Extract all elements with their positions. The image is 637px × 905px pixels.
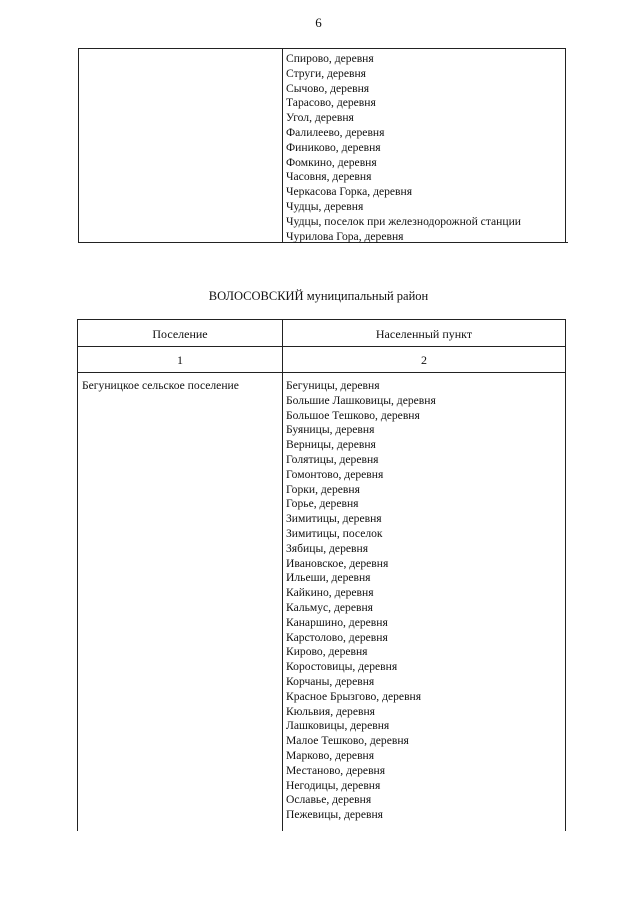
list-item: Тарасово, деревня bbox=[286, 96, 376, 110]
list-item: Кирово, деревня bbox=[286, 645, 368, 659]
list-item: Кюльвия, деревня bbox=[286, 704, 375, 718]
list-item: Горки, деревня bbox=[286, 482, 360, 496]
list-item: Буяницы, деревня bbox=[286, 423, 375, 437]
list-item: Большие Лашковицы, деревня bbox=[286, 393, 436, 407]
list-item: Струги, деревня bbox=[286, 66, 366, 80]
column-header-settlement: Поселение bbox=[152, 327, 208, 341]
list-item: Местаново, деревня bbox=[286, 763, 386, 777]
list-item: Чудцы, поселок при железнодорожной станции bbox=[286, 214, 521, 228]
list-item: Гомонтово, деревня bbox=[286, 467, 384, 481]
list-item: Зябицы, деревня bbox=[286, 541, 369, 555]
list-item: Коростовицы, деревня bbox=[286, 660, 398, 674]
settlement-name: Бегуницкое сельское поселение bbox=[82, 379, 239, 392]
list-item: Кальмус, деревня bbox=[286, 600, 373, 614]
continued-locality-list bbox=[286, 52, 521, 244]
column-header-locality: Населенный пункт bbox=[375, 327, 473, 341]
list-item: Марково, деревня bbox=[286, 748, 375, 762]
list-item: Угол, деревня bbox=[286, 111, 354, 125]
list-item: Карстолово, деревня bbox=[286, 630, 388, 644]
list-item: Лашковицы, деревня bbox=[286, 719, 390, 733]
page-number: 6 bbox=[315, 15, 322, 30]
list-item: Зимитицы, деревня bbox=[286, 512, 382, 526]
list-item: Кайкино, деревня bbox=[286, 586, 374, 600]
list-item: Чудцы, деревня bbox=[286, 199, 364, 213]
list-item: Ивановское, деревня bbox=[286, 556, 389, 570]
list-item: Фалилеево, деревня bbox=[286, 125, 385, 139]
list-item: Канаршино, деревня bbox=[286, 615, 388, 629]
list-item: Ославье, деревня bbox=[286, 793, 372, 807]
list-item: Малое Тешково, деревня bbox=[286, 734, 409, 748]
column-number-locality: 2 bbox=[421, 353, 427, 367]
list-item: Верницы, деревня bbox=[286, 438, 376, 452]
locality-list bbox=[286, 379, 436, 823]
column-number-settlement: 1 bbox=[177, 353, 183, 367]
list-item: Фомкино, деревня bbox=[286, 155, 377, 169]
column-divider bbox=[282, 49, 283, 243]
list-item: Ильеши, деревня bbox=[286, 571, 371, 585]
number-row-divider bbox=[78, 372, 565, 373]
list-item: Бегуницы, деревня bbox=[286, 379, 380, 392]
list-item: Зимитицы, поселок bbox=[286, 526, 383, 540]
continued-table bbox=[78, 48, 566, 243]
district-title: ВОЛОСОВСКИЙ муниципальный район bbox=[208, 289, 429, 303]
list-item: Пежевицы, деревня bbox=[286, 808, 383, 822]
list-item: Негодицы, деревня bbox=[286, 778, 381, 792]
list-item: Черкасова Горка, деревня bbox=[286, 185, 413, 199]
column-divider bbox=[282, 320, 283, 831]
list-item: Голятицы, деревня bbox=[286, 452, 379, 466]
list-item: Корчаны, деревня bbox=[286, 674, 375, 688]
settlements-table bbox=[77, 319, 566, 831]
list-item: Большое Тешково, деревня bbox=[286, 408, 420, 422]
list-item: Финиково, деревня bbox=[286, 140, 381, 154]
list-item: Сычово, деревня bbox=[286, 81, 370, 95]
list-item: Горье, деревня bbox=[286, 497, 359, 511]
list-item: Спирово, деревня bbox=[286, 52, 374, 65]
list-item: Чурилова Гора, деревня bbox=[286, 229, 404, 243]
header-divider bbox=[78, 346, 565, 347]
list-item: Часовня, деревня bbox=[286, 170, 372, 184]
list-item: Красное Брызгово, деревня bbox=[286, 689, 422, 703]
